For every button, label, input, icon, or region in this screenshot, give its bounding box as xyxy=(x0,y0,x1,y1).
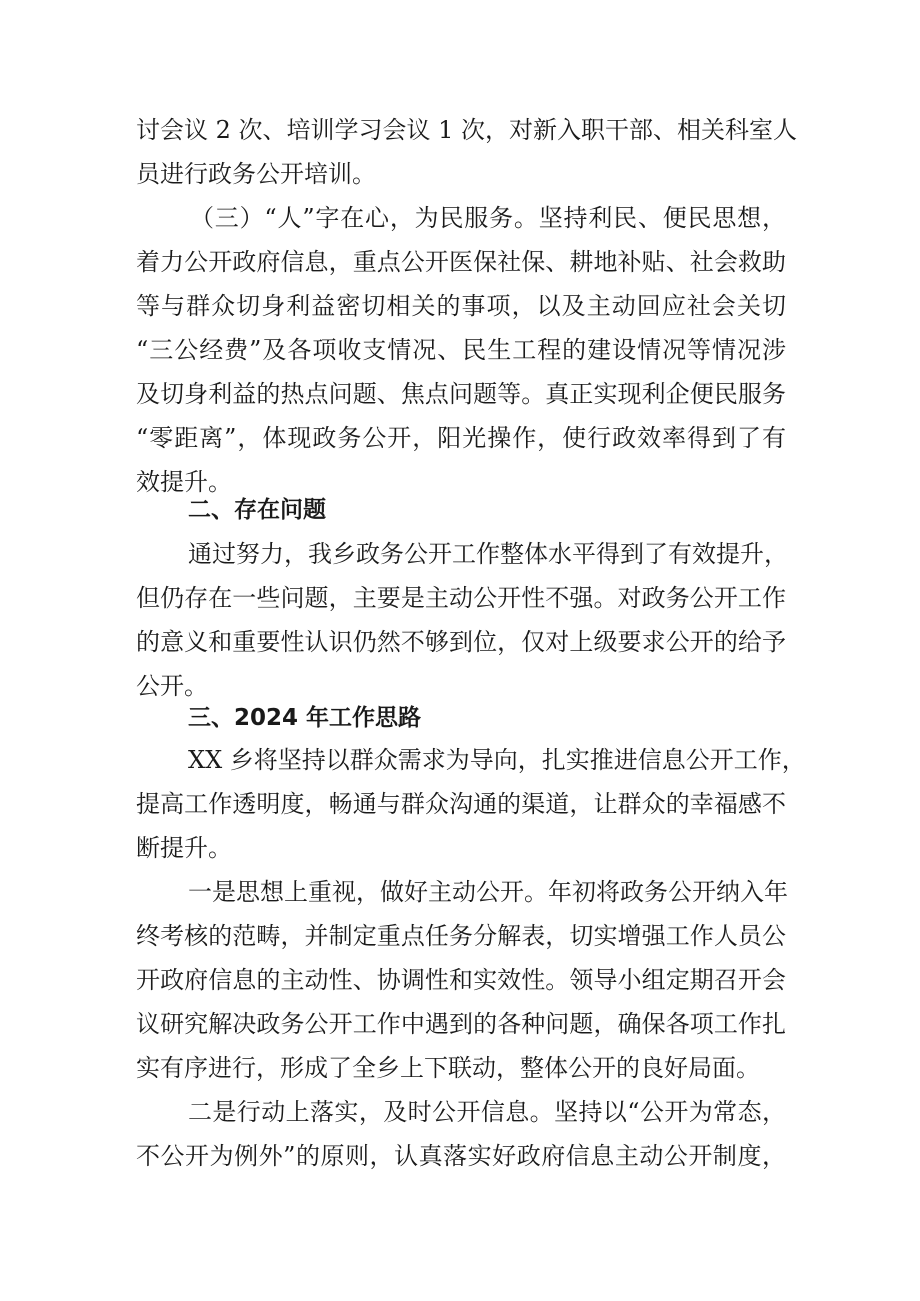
text-line: 开政府信息的主动性、协调性和实效性。领导小组定期召开会 xyxy=(136,966,786,994)
text-line: “三公经费”及各项收支情况、民生工程的建设情况等情况涉 xyxy=(136,336,786,364)
text-line: 员进行政务公开培训。 xyxy=(136,160,376,188)
text-line: 不公开为例外”的原则，认真落实好政府信息主动公开制度， xyxy=(136,1142,786,1170)
text-line: （三）“人”字在心，为民服务。坚持利民、便民思想， xyxy=(190,204,786,232)
text-line: 及切身利益的热点问题、焦点问题等。真正实现利企便民服务 xyxy=(136,380,786,408)
text-line: 讨会议 2 次、培训学习会议 1 次，对新入职干部、相关科室人 xyxy=(136,116,798,144)
text-line: 着力公开政府信息，重点公开医保社保、耕地补贴、社会救助 xyxy=(136,248,786,276)
text-line: 的意义和重要性认识仍然不够到位，仅对上级要求公开的给予 xyxy=(136,628,786,656)
text-line: 终考核的范畴，并制定重点任务分解表，切实增强工作人员公 xyxy=(136,922,786,950)
text-line: 公开。 xyxy=(136,672,208,700)
text-line: 实有序进行，形成了全乡上下联动，整体公开的良好局面。 xyxy=(136,1054,760,1082)
text-line: 提高工作透明度，畅通与群众沟通的渠道，让群众的幸福感不 xyxy=(136,790,786,818)
text-line: XX 乡将坚持以群众需求为导向，扎实推进信息公开工作， xyxy=(188,746,806,774)
text-line: 通过努力，我乡政务公开工作整体水平得到了有效提升， xyxy=(188,540,788,568)
text-line: 议研究解决政务公开工作中遇到的各种问题，确保各项工作扎 xyxy=(136,1010,786,1038)
section-heading: 二、存在问题 xyxy=(188,497,326,523)
text-line: “零距离”，体现政务公开，阳光操作，使行政效率得到了有 xyxy=(136,424,786,452)
text-line: 二是行动上落实，及时公开信息。坚持以“公开为常态， xyxy=(188,1098,786,1126)
section-heading: 三、2024 年工作思路 xyxy=(188,705,422,731)
text-line: 等与群众切身利益密切相关的事项，以及主动回应社会关切 xyxy=(136,292,786,320)
text-line: 断提升。 xyxy=(136,834,232,862)
text-line: 一是思想上重视，做好主动公开。年初将政务公开纳入年 xyxy=(188,878,788,906)
text-line: 效提升。 xyxy=(136,468,232,496)
text-line: 但仍存在一些问题，主要是主动公开性不强。对政务公开工作 xyxy=(136,584,786,612)
